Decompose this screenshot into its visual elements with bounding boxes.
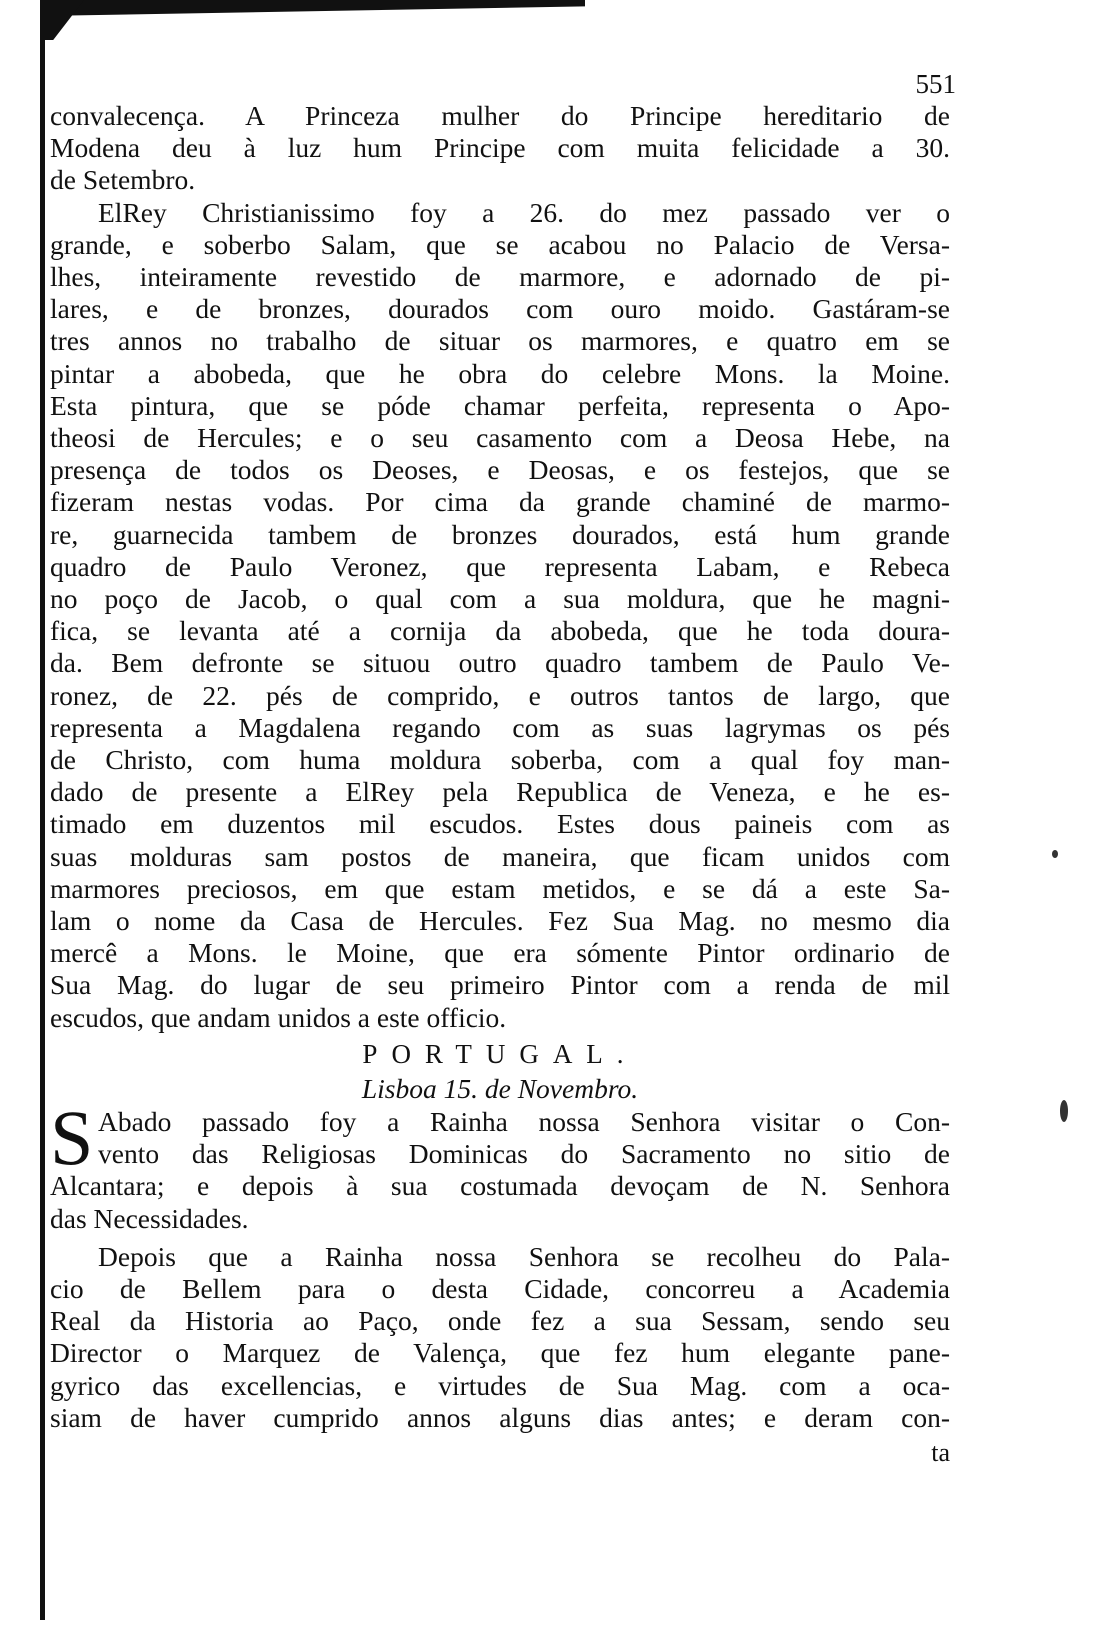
text-line: theosi de Hercules; e o seu casamento com a Deosa Hebe, na <box>50 422 950 454</box>
text-line: tres annos no trabalho de situar os marmores, e quatro em se <box>50 325 950 357</box>
text-line: dado de presente a ElRey pela Republica de Veneza, e he es- <box>50 776 950 808</box>
text-line: Director o Marquez de Valença, que fez hum elegante pane- <box>50 1337 950 1369</box>
text-line: das Necessidades. <box>50 1202 249 1234</box>
paragraph-academia <box>50 1241 950 1434</box>
text-line: lam o nome da Casa de Hercules. Fez Sua Mag. no mesmo dia <box>50 905 950 937</box>
page-corner-mark <box>40 0 84 40</box>
text-line: lares, e de bronzes, dourados com ouro moido. Gastáram-se <box>50 293 950 325</box>
text-line: da. Bem defronte se situou outro quadro tambem de Paulo Ve- <box>50 647 950 679</box>
text-line: Alcantara; e depois à sua costumada devoçam de N. Senhora <box>50 1170 950 1202</box>
text-line: de Christo, com huma moldura soberba, com a qual foy man- <box>50 744 950 776</box>
text-line: Esta pintura, que se póde chamar perfeita, representa o Apo- <box>50 389 950 421</box>
section-subheading: Lisboa 15. de Novembro. <box>361 1072 639 1104</box>
text-line: pintar a abobeda, que he obra do celebre Mons. la Moine. <box>50 357 950 389</box>
text-line: convalecença. A Princeza mulher do Principe hereditario de <box>50 100 950 131</box>
text-line: re, guarnecida tambem de bronzes dourados, está hum grande <box>50 518 950 550</box>
text-line: fica, se levanta até a cornija da abobeda, que he toda doura- <box>50 615 950 647</box>
text-line: Abado passado foy a Rainha nossa Senhora visitar o Con- <box>98 1105 950 1137</box>
ink-speck <box>1052 850 1058 858</box>
paragraph-modena <box>50 100 950 197</box>
text-line: representa a Magdalena regando com as suas lagrymas os pés <box>50 711 950 743</box>
text-line: mercê a Mons. le Moine, que era sómente Pintor ordinario de <box>50 937 950 969</box>
page-top-border <box>40 0 585 16</box>
text-line: ElRey Christianissimo foy a 26. do mez passado ver o <box>98 196 950 228</box>
text-line: siam de haver cumprido annos alguns dias antes; e deram con- <box>50 1401 950 1433</box>
text-line: lhes, inteiramente revestido de marmore, e adornado de pi- <box>50 261 950 293</box>
text-line: vento das Religiosas Dominicas do Sacramento no sitio de <box>98 1138 950 1170</box>
text-line: Depois que a Rainha nossa Senhora se recolheu do Pala- <box>98 1240 950 1272</box>
text-line: marmores preciosos, em que estam metidos, e se dá a este Sa- <box>50 872 950 904</box>
text-line: quadro de Paulo Veronez, que representa Labam, e Rebeca <box>50 550 950 582</box>
text-line: Sua Mag. do lugar de seu primeiro Pintor com a renda de mil <box>50 969 950 1001</box>
page-left-border <box>40 30 45 1620</box>
paragraph-versalhes <box>50 197 950 1034</box>
ink-speck <box>1060 1100 1068 1122</box>
section-heading: PORTUGAL. <box>362 1038 638 1069</box>
text-line: grande, e soberbo Salam, que se acabou no Palacio de Versa- <box>50 228 950 260</box>
paragraph-rainha-visita <box>50 1093 950 1235</box>
text-line: Real da Historia ao Paço, onde fez a sua Sessam, sendo seu <box>50 1305 950 1337</box>
text-line: suas molduras sam postos de maneira, que ficam unidos com <box>50 840 950 872</box>
text-line: ronez, de 22. pés de comprido, e outros tantos de largo, que <box>50 679 950 711</box>
text-line: escudos, que andam unidos a este officio. <box>50 1001 507 1033</box>
text-line: cio de Bellem para o desta Cidade, concorreu a Academia <box>50 1272 950 1304</box>
text-line: fizeram nestas vodas. Por cima da grande chaminé de marmo- <box>50 486 950 518</box>
text-line: gyrico das excellencias, e virtudes de Sua Mag. com a oca- <box>50 1369 950 1401</box>
text-line: no poço de Jacob, o qual com a sua moldura, que he magni- <box>50 583 950 615</box>
catchword: ta <box>931 1437 950 1467</box>
page-number: 551 <box>915 69 956 99</box>
document-page <box>50 68 956 1470</box>
text-line: timado em duzentos mil escudos. Estes dous paineis com as <box>50 808 950 840</box>
text-line: presença de todos os Deoses, e Deosas, e os festejos, que se <box>50 454 950 486</box>
text-line: Modena deu à luz hum Principe com muita felicidade a 30. <box>50 132 950 164</box>
drop-cap-letter: S <box>50 1093 94 1181</box>
text-line: de Setembro. <box>50 164 196 196</box>
